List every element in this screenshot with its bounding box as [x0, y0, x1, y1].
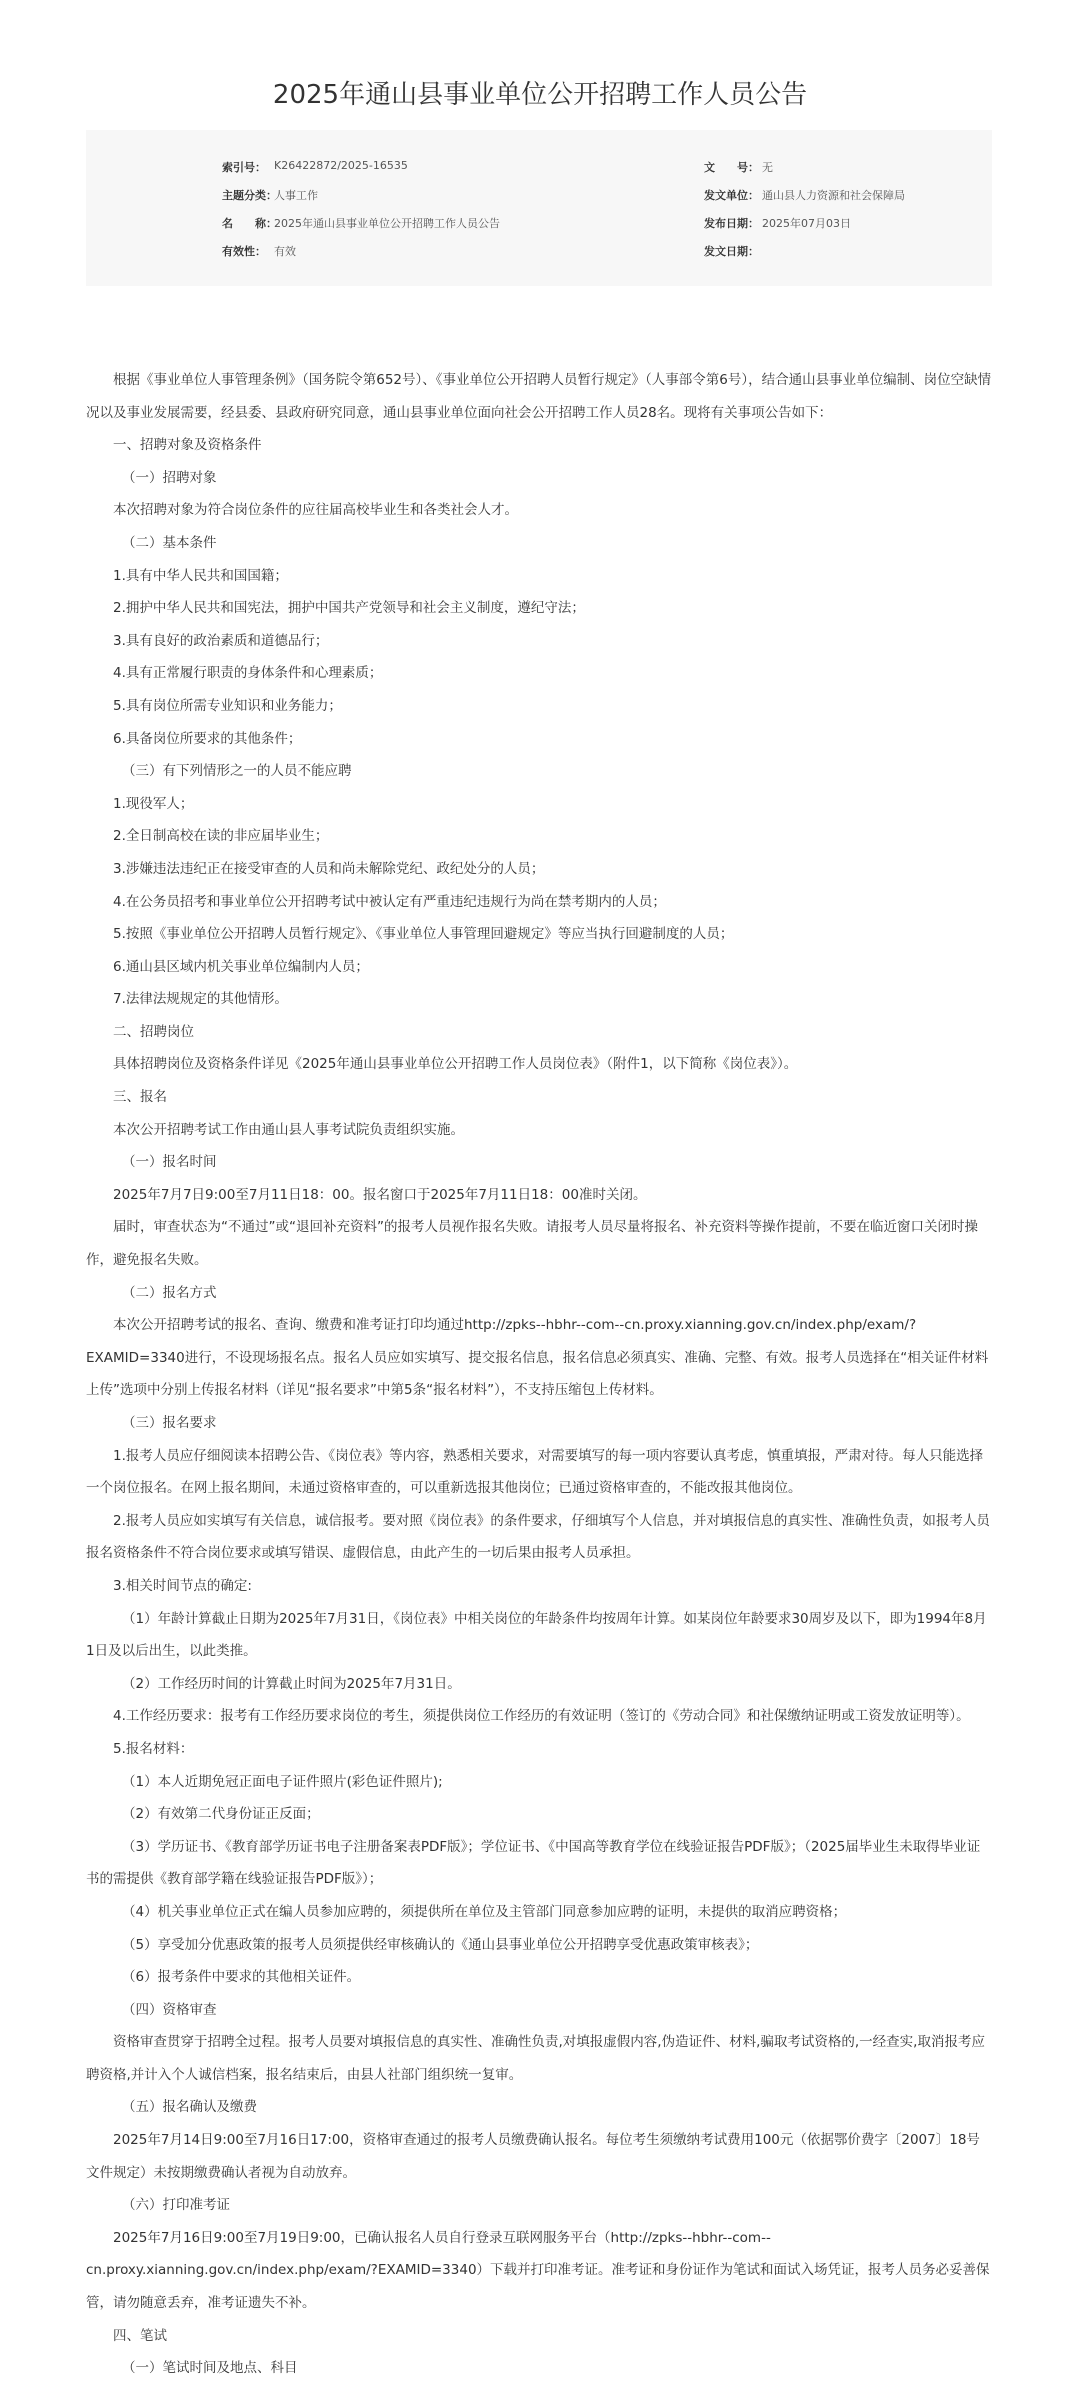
list-item: 1.现役军人； — [113, 795, 194, 812]
subsection-heading: （三）报名要求 — [122, 1415, 217, 1431]
meta-row-index — [86, 159, 992, 179]
paragraph: 2025年7月16日9:00至7月19日9:00，已确认报名人员自行登录互联网服务平台（http://zpks--hbhr--com--cn.proxy.xianning.gov.cn/index.php/exam/?EXAMID=3340）下载并打印准考证。准考证和身份证作为笔试和面试入场凭证，报考人员务必妥善保管，请勿随意丢弃，准考证遗失不补。 — [86, 2229, 990, 2312]
meta-value-publish-date: 2025年07月03日 — [762, 217, 851, 230]
list-item: （6）报考条件中要求的其他相关证件。 — [122, 1969, 361, 1986]
list-item: （4）机关事业单位正式在编人员参加应聘的，须提供所在单位及主管部门同意参加应聘的证明，未提供的取消应聘资格； — [122, 1903, 847, 1920]
meta-label-doc-number: 文 号： — [704, 161, 759, 174]
subsection-heading: （一）报名时间 — [122, 1154, 217, 1171]
paragraph: 1.报考人员应仔细阅读本招聘公告、《岗位表》等内容，熟悉相关要求，对需要填写的每一项内容要认真考虑，慎重填报，严肃对待。每人只能选择一个岗位报名。在网上报名期间，未通过资格审查的，可以重新选报其他岗位；已通过资格审查的，不能改报其他岗位。 — [86, 1447, 984, 1497]
meta-label-index: 索引号： — [222, 161, 266, 174]
list-item: 5.按照《事业单位公开招聘人员暂行规定》、《事业单位人事管理回避规定》等应当执行回避制度的人员； — [113, 926, 734, 943]
list-item: 6.通山县区域内机关事业单位编制内人员； — [113, 958, 369, 975]
list-item: 3.具有良好的政治素质和道德品行； — [113, 632, 329, 649]
meta-label-category: 主题分类： — [222, 189, 277, 202]
list-item: 1.具有中华人民共和国国籍； — [113, 567, 288, 584]
subsection-heading: （二）基本条件 — [122, 534, 217, 551]
list-item: 2.全日制高校在读的非应届毕业生； — [113, 828, 329, 845]
paragraph: 2.报考人员应如实填写有关信息，诚信报考。要对照《岗位表》的条件要求，仔细填写个人信息，并对填报信息的真实性、准确性负责，如报考人员报名资格条件不符合岗位要求或填写错误、虚假信息，由此产生的一切后果由报考人员承担。 — [86, 1512, 990, 1562]
paragraph: 2025年7月14日9:00至7月16日17:00，资格审查通过的报考人员缴费确认报名。每位考生须缴纳考试费用100元（依据鄂价费字〔2007〕18号文件规定）未按期缴费确认者视为自动放弃。 — [86, 2132, 980, 2181]
list-item: （3）学历证书、《教育部学历证书电子注册备案表PDF版》；学位证书、《中国高等教育学位在线验证报告PDF版》；（2025届毕业生未取得毕业证书的需提供《教育部学籍在线验证报告PDF版》）； — [86, 1838, 981, 1888]
list-item: （5）享受加分优惠政策的报考人员须提供经审核确认的《通山县事业单位公开招聘享受优惠政策审核表》； — [122, 1936, 759, 1953]
list-item: 5.具有岗位所需专业知识和业务能力； — [113, 697, 342, 714]
meta-value-category: 人事工作 — [274, 189, 318, 202]
list-item: 4.具有正常履行职责的身体条件和心理素质； — [113, 665, 383, 682]
meta-label-issue-date: 发文日期： — [704, 245, 759, 258]
meta-label-publish-date: 发布日期： — [704, 217, 759, 230]
meta-row-category — [86, 187, 992, 207]
paragraph: 5.报名材料： — [113, 1740, 194, 1757]
paragraph: 资格审查贯穿于招聘全过程。报考人员要对填报信息的真实性、准确性负责,对填报虚假内容,伪造证件、材料,骗取考试资格的,一经查实,取消报考应聘资格,并计入个人诚信档案，报名结束后，由县人社部门组织统一复审。 — [86, 2034, 985, 2083]
meta-label-validity: 有效性： — [222, 245, 266, 258]
list-item: （2）工作经历时间的计算截止时间为2025年7月31日。 — [122, 1675, 461, 1692]
paragraph: 届时，审查状态为“不通过”或“退回补充资料”的报考人员视作报名失败。请报考人员尽量将报名、补充资料等操作提前，不要在临近窗口关闭时操作，避免报名失败。 — [86, 1219, 978, 1269]
meta-value-validity: 有效 — [274, 245, 296, 258]
document-meta-panel — [86, 130, 992, 286]
paragraph-intro: 根据《事业单位人事管理条例》（国务院令第652号）、《事业单位公开招聘人员暂行规定》（人事部令第6号），结合通山县事业单位编制、岗位空缺情况以及事业发展需要，经县委、县政府研究同意，通山县事业单位面向社会公开招聘工作人员28名。现将有关事项公告如下： — [86, 372, 992, 421]
list-item: 4.在公务员招考和事业单位公开招聘考试中被认定有严重违纪违规行为尚在禁考期内的人员； — [113, 893, 666, 910]
meta-value-name: 2025年通山县事业单位公开招聘工作人员公告 — [274, 217, 500, 230]
subsection-heading: （四）资格审查 — [122, 2001, 217, 2018]
meta-value-index: K26422872/2025-16535 — [274, 159, 408, 172]
list-item: （1）本人近期免冠正面电子证件照片(彩色证件照片); — [122, 1773, 443, 1790]
paragraph: 本次公开招聘考试工作由通山县人事考试院负责组织实施。 — [113, 1121, 464, 1138]
list-item: 6.具备岗位所要求的其他条件； — [113, 730, 302, 747]
paragraph: 本次招聘对象为符合岗位条件的应往届高校毕业生和各类社会人才。 — [113, 502, 518, 519]
list-item: （2）有效第二代身份证正反面； — [122, 1806, 320, 1823]
paragraph: 4.工作经历要求：报考有工作经历要求岗位的考生，须提供岗位工作经历的有效证明（签订的《劳动合同》和社保缴纳证明或工资发放证明等）。 — [113, 1708, 970, 1725]
section-heading: 二、招聘岗位 — [113, 1023, 194, 1040]
meta-label-issuer: 发文单位： — [704, 189, 759, 202]
subsection-heading: （三）有下列情形之一的人员不能应聘 — [122, 763, 352, 780]
meta-row-validity — [86, 243, 992, 263]
meta-label-name: 名 称： — [222, 217, 277, 230]
paragraph: 本次公开招聘考试的报名、查询、缴费和准考证打印均通过http://zpks--hbhr--com--cn.proxy.xianning.gov.cn/index.php/exam/?EXAMID=3340进行，不设现场报名点。报名人员应如实填写、提交报名信息，报名信息必须真实、准确、完整、有效。报考人员选择在“相关证件材料上传”选项中分别上传报名材料（详见“报名要求”中第5条“报名材料”），不支持压缩包上传材料。 — [86, 1317, 989, 1399]
section-heading: 一、招聘对象及资格条件 — [113, 437, 262, 454]
paragraph: 具体招聘岗位及资格条件详见《2025年通山县事业单位公开招聘工作人员岗位表》（附件1，以下简称《岗位表》）。 — [113, 1056, 798, 1073]
article-body — [86, 364, 992, 2385]
meta-value-issuer: 通山县人力资源和社会保障局 — [762, 189, 905, 202]
subsection-heading: （六）打印准考证 — [122, 2197, 230, 2214]
subsection-heading: （一）招聘对象 — [122, 469, 217, 486]
list-item: 2.拥护中华人民共和国宪法，拥护中国共产党领导和社会主义制度，遵纪守法； — [113, 600, 585, 617]
list-item: 7.法律法规规定的其他情形。 — [113, 991, 288, 1008]
subsection-heading: （二）报名方式 — [122, 1284, 217, 1301]
meta-value-doc-number: 无 — [762, 161, 773, 174]
list-item: （1）年龄计算截止日期为2025年7月31日，《岗位表》中相关岗位的年龄条件均按周年计算。如某岗位年龄要求30周岁及以下，即为1994年8月1日及以后出生，以此类推。 — [86, 1610, 987, 1660]
page-title: 2025年通山县事业单位公开招聘工作人员公告 — [272, 80, 808, 110]
section-heading: 三、报名 — [113, 1089, 167, 1106]
list-item: 3.涉嫌违法违纪正在接受审查的人员和尚未解除党纪、政纪处分的人员； — [113, 860, 545, 877]
meta-row-name — [86, 215, 992, 235]
subsection-heading: （五）报名确认及缴费 — [122, 2099, 257, 2116]
paragraph: 2025年7月7日9:00至7月11日18：00。报名窗口于2025年7月11日18：00准时关闭。 — [113, 1186, 647, 1203]
paragraph: 3.相关时间节点的确定: — [113, 1577, 252, 1594]
section-heading: 四、笔试 — [113, 2327, 167, 2344]
subsection-heading: （一）笔试时间及地点、科目 — [122, 2360, 298, 2377]
